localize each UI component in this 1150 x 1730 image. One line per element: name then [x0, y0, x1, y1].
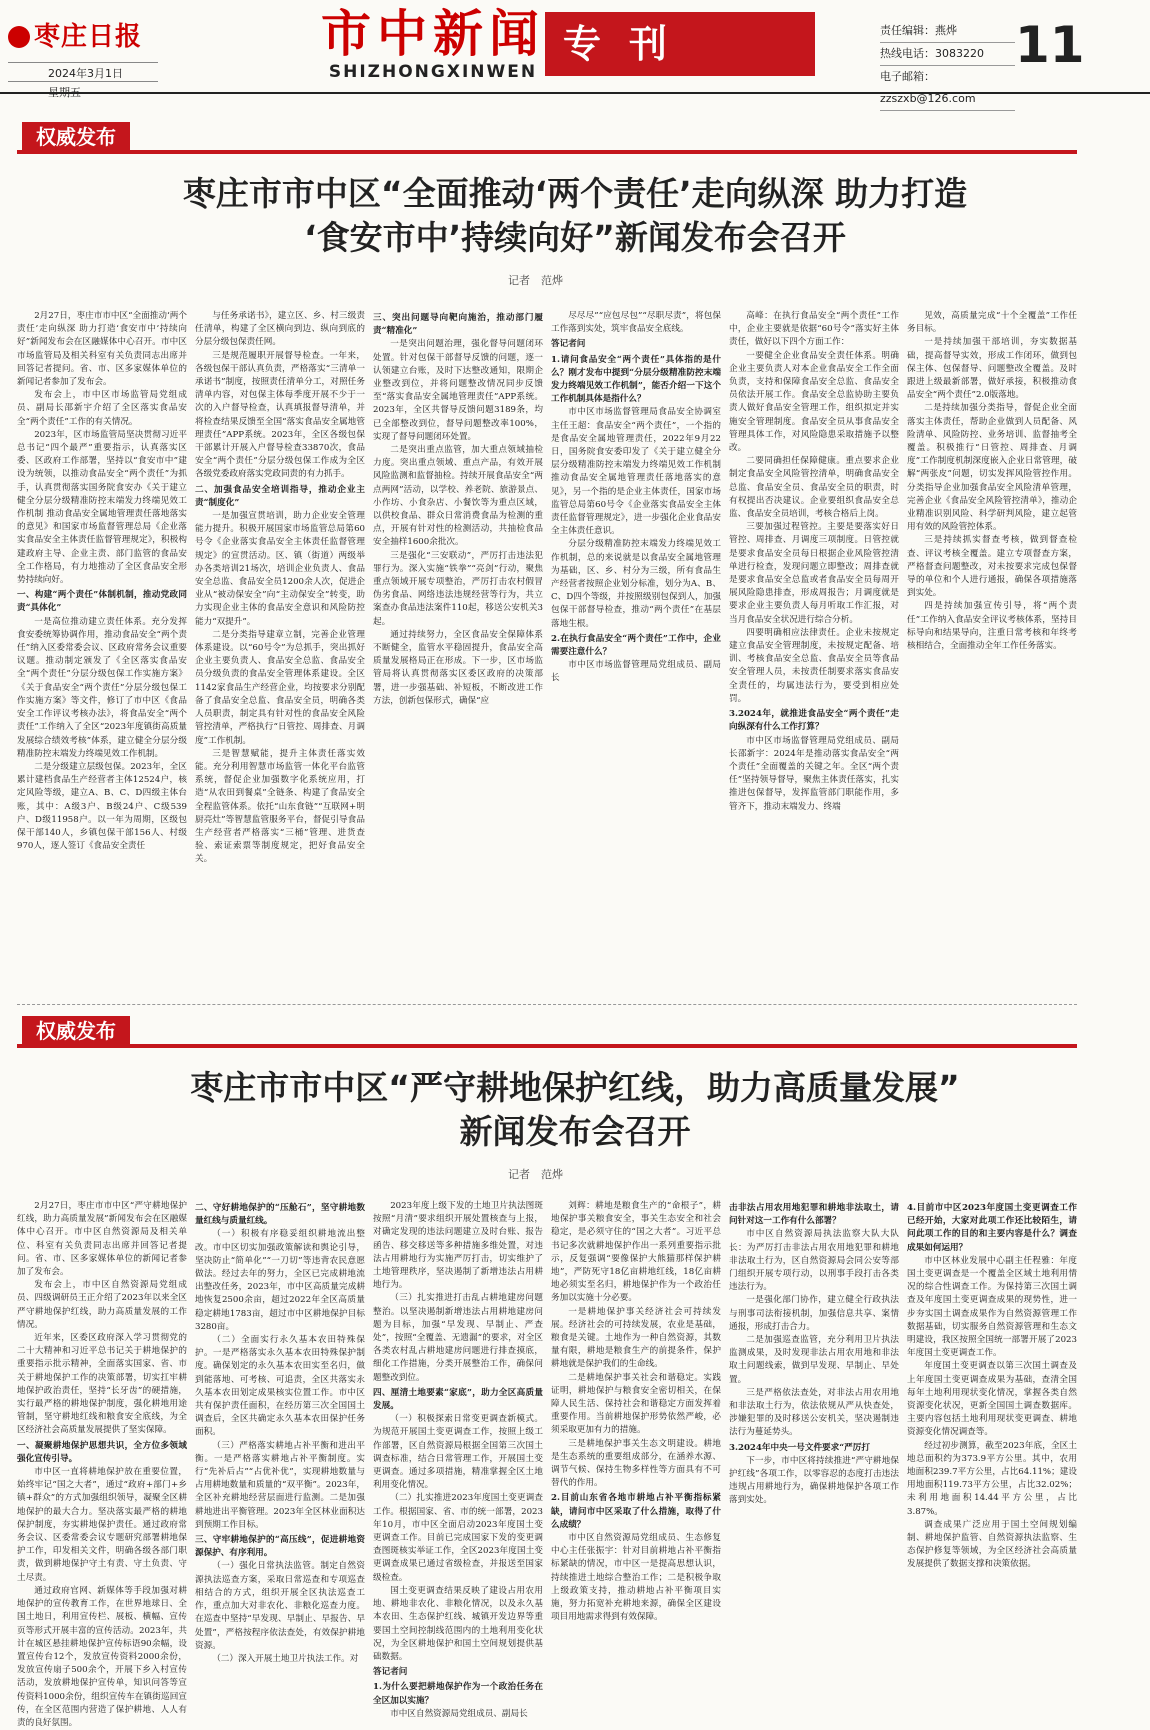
article2-paragraph: 2月27日，枣庄市市中区“严守耕地保护红线，助力高质量发展”新闻发布会在区融媒体中心召开。市中区自然资源局及相关单位、科室有关负责同志出席并回答记者提问。省、市、区多家媒体单位的新闻记者参加了发布会。 [17, 1201, 187, 1278]
article2-tag: 权威发布 [22, 1016, 130, 1046]
article1-paragraph: 三是持续抓实督查考核，做到督查检查、评议考核全覆盖。建立专项督查方案，严格督查问题整改，对未按要求完成包保督导的单位和个人进行通报，确保各项措施落到实处。 [907, 535, 1077, 599]
article1-byline: 记者 范烨 [508, 274, 563, 287]
article2-paragraph: 2023年度上级下发的土地卫片执法图斑按照“月清”要求组织开展处置核查与上报，对确定发现的违法问题建立及时台账、报告函告、移交移送等多种措施多维处置，对违法占用耕地行为实施严厉打击，切实维护了土地管理秩序，坚决遏制了新增违法占用耕地行为。 [373, 1201, 543, 1291]
article2-paragraph: 近年来，区委区政府深入学习贯彻党的二十大精神和习近平总书记关于耕地保护的重要指示批示精神，全面落实国家、省、市关于耕地保护工作的决策部署，切实扛牢耕地保护政治责任，坚持“长牙齿”的硬措施，实行最严格的耕地保护制度，强化耕地用途管制，坚守耕地红线和粮食安全底线，为全区经济社会高质量发展提供了坚实保障。 [17, 1333, 187, 1436]
article2-paragraph: （三）严格落实耕地占补平衡和进出平衡。一是严格落实耕地占补平衡制度。实行“先补后占”“占优补优”，实现耕地数量与占用耕地数量和质量的“双平衡”。2023年，全区补充耕地经营层面进行监测。二是加强耕地进出平衡管理。2023年全区林业面积达到预期工作目标。 [195, 1440, 365, 1530]
article1-paragraph: 尽尽尽”“应包尽包”“尽职尽责”，将包保工作落到实处，筑牢食品安全底线。 [551, 311, 721, 335]
article2-paragraph: 刘辉：耕地是粮食生产的“命根子”，耕地保护事关粮食安全，事关生态安全和社会稳定，是必须守住的“国之大者”。习近平总书记多次就耕地保护作出一系列重要指示批示，反复强调“要像保护大熊猫那样保护耕地”，严防死守18亿亩耕地红线，18亿亩耕地必须实至名归，耕地保护作为一个政治任务加以实施十分必要。 [551, 1201, 721, 1304]
article1-subheading: 1.请问食品安全“两个责任”具体指的是什么？刚才发布中提到“分层分级精准防控末端发力终端见效工作机制”，能否介绍一下这个工作机制具体是指什么？ [551, 354, 721, 405]
editor-info [880, 20, 1015, 111]
article1-column [17, 310, 187, 992]
article2-title-line1: 枣庄市市中区“严守耕地保护红线，助力高质量发展” [190, 1068, 960, 1107]
article2-paragraph: 调查成果广泛应用于国土空间规划编制、耕地保护监管、自然资源执法监察、生态保护修复等领域，为全区经济社会高质量发展提供了数据支撑和决策依据。 [907, 1519, 1077, 1570]
article2-paragraph: 市中区自然资源局党组成员、生态修复中心主任张振宇：针对目前耕地占补平衡指标紧缺的情况，市中区一是提高思想认识，持续推进土地综合整治工作；二是积极争取上级政策支持，推动耕地占补平衡项目实施，努力拓宽补充耕地来源，确保全区建设项目用地需求得到有效保障。 [551, 1533, 721, 1623]
article2-paragraph: （二）扎实推进2023年度国土变更调查工作。根据国家、省、市的统一部署，2023年10月，市中区全面启动2023年度国土变更调查工作。目前已完成国家下发的变更调查图斑核实举证工作，全区2023年度国土变更调查成果已通过省级检查，并报送至国家级检查。 [373, 1493, 543, 1583]
article2-paragraph: 一是强化部门协作，建立健全行政执法与刑事司法衔接机制，加强信息共享、案情通报，形成打击合力。 [729, 1295, 899, 1332]
issue-weekday: 星期五 [8, 81, 158, 100]
article2-subheading: 2.目前山东省各地市耕地占补平衡指标紧缺，请问市中区采取了什么措施，取得了什么成绩？ [551, 1493, 721, 1530]
masthead [0, 0, 1150, 105]
article2-paragraph: 二是耕地保护事关社会和谐稳定。实践证明，耕地保护与粮食安全密切相关，在保障人民生活、保持社会和谐稳定方面发挥着重要作用。当前耕地保护形势依然严峻，必须采取更加有力的措施。 [551, 1372, 721, 1436]
article1-paragraph: 一是持续加强干部培训，夯实数据基础，提高督导实效，形成工作闭环，做到包保主体、包保督导、问题整改全覆盖。及时跟进上级最新部署，做好承接，积极推动食品安全“两个责任”2.0版落地。 [907, 337, 1077, 401]
article2-column [195, 1200, 365, 1670]
article2-paragraph: （一）强化日常执法监管。制定自然资源执法巡查方案，采取日常巡查和专项巡查相结合的方式，组织开展全区执法巡查工作，重点加大对非农化、非粮化巡查力度。在巡查中坚持“早发现、早制止、早报告、早处置”，严格按程序依法查处，有效保护耕地资源。 [195, 1561, 365, 1651]
article1-title-line1: 枣庄市市中区“全面推动‘两个责任’走向纵深 助力打造 [182, 174, 968, 213]
hotline: 热线电话：3083220 [880, 43, 1015, 66]
article2-paragraph: 市中区一直将耕地保护放在重要位置，始终牢记“国之大者”，通过“政府+部门+乡镇+群众”的方式加强组织领导，凝聚全区耕地保护的最大合力。坚决落实最严格的耕地保护制度，夯实耕地保护责任。通过政府常务会议、区委常委会议专题研究部署耕地保护工作，印发相关文件，明确各级各部门职责，做到耕地保护守土有责、守土负责、守土尽责。 [17, 1467, 187, 1583]
article2-title-line2: 新闻发布会召开 [459, 1112, 691, 1151]
article2-subheading: 三、守牢耕地保护的“高压线”，促进耕地资源保护、有序利用。 [195, 1535, 365, 1559]
article1-paragraph: 四要明确相应法律责任。企业未按规定建立食品安全管理制度，未按规定配备、培训、考核食品安全总监、食品安全员等食品安全管理人员，未按责任制要求落实食品安全责任的，均属违法行为，要受到相应处罚。 [729, 627, 899, 704]
paper-name: 枣庄日报 [34, 22, 143, 52]
article1-paragraph: 市中区市场监督管理局食品安全协调室主任王超：食品安全“两个责任”，一个指的是食品安全属地管理责任，2022年9月22日，国务院食安委印发了《关于建立健全分层分级精准防控末端发力终端见效工作机制 推动食品安全属地管理责任落地落实的意见》，另一个指的是企业主体责任，国家市场监管总局第60号令《企业落实食品安全主体责任监督管理规定》，进一步强化企业食品安全主体责任意识。 [551, 407, 721, 537]
article1-paragraph: 通过持续努力，全区食品安全保障体系不断健全，监管水平稳固提升，食品安全高质量发展格局正在形成。下一步，区市场监管局将认真贯彻落实区委区政府的决策部署，进一步强基础、补短板，不断改进工作方法，创新包保形式，确保“应 [373, 629, 543, 706]
article1-paragraph: 与任务承诺书》，建立区、乡、村三级责任清单，构建了全区横向到边、纵向到底的分层分级包保责任网。 [195, 311, 365, 348]
article1-tag: 权威发布 [22, 122, 130, 152]
article1-subheading: 2.在执行食品安全“两个责任”工作中，企业需要注意什么？ [551, 633, 721, 658]
article1-subheading: 三、突出问题导向靶向施治，推动部门履责“精准化” [373, 313, 543, 337]
article-divider [17, 1004, 1077, 1005]
article1-subheading: 一、构建“两个责任”体制机制，推动党政同责“具体化” [17, 590, 187, 614]
article2-paragraph: 市中区自然资源局执法监察大队大队长：为严厉打击非法占用农用地犯罪和耕地非法取土行为，区自然资源局会同公安等部门组织开展专项行动，以刑事手段打击各类违法行为。 [729, 1229, 899, 1293]
email: 电子邮箱：zzszxb@126.com [880, 66, 1015, 111]
article2-byline: 记者 范烨 [508, 1168, 563, 1181]
article2-paragraph: （三）扎实推进打击乱占耕地建房问题整治。以坚决遏制新增违法占用耕地建房问题为目标，加强“早发现、早制止、严查处”，按照“全覆盖、无遗漏”的要求，对全区各类农村乱占耕地建房问题进行排查摸底，细化工作措施，分类开展整治工作，确保问题整改到位。 [373, 1293, 543, 1383]
article2-subheading: 3.2024年中央一号文件要求“严厉打 [729, 1442, 870, 1453]
article1-title-line2: ‘食安市中’持续向好”新闻发布会召开 [304, 218, 846, 257]
article1-paragraph: 高峰：在执行食品安全“两个责任”工作中，企业主要就是依据“60号令”落实好主体责任，做好以下四个方面工作： [729, 311, 899, 348]
article1-paragraph: 见效，高质量完成“十个全覆盖”工作任务目标。 [907, 311, 1077, 335]
article2-headline [0, 1066, 1150, 1154]
article2-paragraph: 市中区自然资源局党组成员、副局长 [390, 1708, 528, 1719]
article1-column [551, 310, 721, 992]
article2-paragraph: （二）全面实行永久基本农田特殊保护。一是严格落实永久基本农田特殊保护制度。确保划定的永久基本农田实至名归，做到能落地、可考核、可追责，全区共落实永久基本农田划定成果核实位置工作。市中区共有保护责任面积，在经历第三次全国国土调查后，全区共确定永久基本农田保护任务面积。 [195, 1335, 365, 1438]
section-title-en: SHIZHONGXINWEN [328, 62, 538, 82]
article1-paragraph: 三是规范履职开展督导检查。一年来，各级包保干部认真负责，严格落实“三清单一承诺书”制度，按照责任清单分工，对照任务清单内容，对包保主体每季度开展不少于一次的入户督导检查，认真填报督导清单，并将检查结果反馈至全国“落实食品安全属地管理责任”APP系统。2023年，全区各级包保干部累计开展入户督导检查33870次，食品安全“两个责任”分层分级包保工作成为全区各级党委政府落实党政同责的有力抓手。 [195, 350, 365, 480]
dateline [8, 62, 158, 100]
editor-name: 责任编辑：燕烨 [880, 20, 1015, 43]
section-brand [318, 6, 548, 82]
article1-paragraph: 二是突出重点监管，加大重点领域抽检力度。突出重点领域、重点产品，有效开展风险监测和监督抽检。持续开展食品安全“两点两网”活动，以学校、养老院、旅游景点、小作坊、小食杂店、小餐饮等为重点区域，以供校食品、群众日常消费食品为检测的重点，开展有针对性的检测活动，共抽检食品安全抽样1600余批次。 [373, 445, 543, 548]
article2-column [17, 1200, 187, 1728]
article2-paragraph: （一）积极有序稳妥组织耕地流出整改。市中区切实加强政策解读和舆论引导，坚决防止“简单化”“一刀切”等违背农民意愿做法。经过去年的努力，全区已完成耕地流出整改任务，2023年，市中区高质量完成耕地恢复2500余亩，超过2022年全区高质量稳定耕地1783亩，超过市中区耕地保护目标3280亩。 [195, 1229, 365, 1332]
article1-paragraph: 2月27日，枣庄市市中区“全面推动‘两个责任’走向纵深 助力打造‘食安市中’持续向好”新闻发布会在区融媒体中心召开。市中区市场监管局及相关科室有关负责同志出席并回答记者提问。省、市、区多家媒体单位的新闻记者参加了发布会。 [17, 311, 187, 388]
page-number: 11 [1015, 16, 1085, 74]
article1-paragraph: 二是持续加强分类指导，督促企业全面落实主体责任，帮助企业做到人员配备、风险清单、风险防控、业务培训、监督抽考全覆盖。积极推行“日管控、周排查、月调度”工作制度机制深度嵌入企业日常管理，破解“两张皮”问题，切实发挥风险管控作用。分类指导企业加强食品安全风险清单管理，完善企业《食品安全风险管控清单》，推动企业精准识别风险、科学研判风险，建立起管用有效的风险管控体系。 [907, 403, 1077, 533]
article1-paragraph: 发布会上，市中区市场监管局党组成员、副局长邵新宇介绍了全区落实食品安全“两个责任”工作的有关情况。 [17, 390, 187, 427]
article2-subheading: 四、厘清土地要素“家底”，助力全区高质量发展。 [373, 1387, 543, 1412]
article1-paragraph: 2023年，区市场监管局坚决贯彻习近平总书记“四个最严”重要指示，认真落实区委、区政府工作部署，坚持以“食安市中”建设为统领，以推动食品安全“两个责任”为抓手，认真贯彻落实国务院食安办《关于建立健全分层分级精准防控末端发力终端见效工作机制 推动食品安全属地管理责任落地落实的意见》和国家市场监督管理总局《企业落实食品安全主体责任监督管理规定》，积极构建政府主导、企业主责、部门监管的食品安全工作格局，有力地推动了全区食品安全形势持续向好。 [17, 429, 187, 586]
article1-paragraph: 市中区市场监督管理局党组成员、副局长邵新宇：2024年是推动落实食品安全“两个责任”全面覆盖的关键之年。全区“两个责任”坚持领导督导，聚焦主体责任落实，扎实推进包保督导，发挥监管部门职能作用，多管齐下，推动末端发力、终端 [729, 735, 899, 812]
article1-paragraph: 三要加强过程管控。主要是要落实好日管控、周排查、月调度三项制度。日管控就是要求食品安全员每日根据企业风险管控清单进行检查，发现问题立即整改；周排查就是要求食品安全总监或者食品安全员每周开展风险隐患排查，形成周报告；月调度就是要求企业主要负责人每月听取工作汇报，对当月食品安全状况进行综合分析。 [729, 522, 899, 625]
article1-paragraph: 市中区市场监督管理局党组成员、副局长 [551, 660, 721, 684]
article2-paragraph: 通过政府官网、新媒体等手段加强对耕地保护的宣传教育工作，在世界地球日、全国土地日，利用宣传栏、展板、横幅、宣传页等形式开展丰富的宣传活动。2023年，共计在城区悬挂耕地保护宣传标语90余幅，设置宣传台12个，发放宣传资料2000余份，发放宣传扇子500余个，开展下乡入村宣传活动，发放耕地保护宣传单，知识问答等宣传资料1000余份，组织宣传车在镇街巡回宣传，在全区范围内营造了保护耕地、人人有责的良好氛围。 [17, 1585, 187, 1728]
paper-logo [8, 16, 142, 53]
article1-paragraph: 二是分级建立层级包保。2023年，全区累计建档食品生产经营者主体12524户，核定风险等级，建立A、B、C、D四级主体台账，其中：A级3户、B级24户、C级539户、D级11958户。以一年为周期，区级包保干部140人，乡镇包保干部156人、村级970人，逐人签订《食品安全责任 [17, 761, 187, 852]
article2-paragraph: 二是加强巡查监管，充分利用卫片执法监测成果，及时发现非法占用农用地和非法取土问题线索，做到早发现、早制止、早处置。 [729, 1335, 899, 1385]
article2-subheading: 一、凝聚耕地保护思想共识，全方位多领域强化宣传引导。 [17, 1440, 187, 1464]
article2-paragraph: 市中区林业发展中心副主任程雅：年度国土变更调查是一个覆盖全区域土地利用情况的综合性调查工作。为保持第三次国土调查及年度国土变更调查成果的现势性，进一步夯实国土调查成果作为自然资源管理工作数据基础，切实服务自然资源管理和生态文明建设，我区按照全国统一部署开展了2023年度国土变更调查工作。 [907, 1255, 1077, 1359]
article2-rule [17, 1044, 1077, 1048]
paper-logo-icon [8, 26, 30, 48]
section-title-cn: 市中新闻 [321, 4, 545, 63]
article1-paragraph: 一是高位推动建立责任体系。充分发挥食安委统筹协调作用，推动食品安全“两个责任”纳入区委常委会议、区政府常务会议重要议题。推动制定颁发了《全区落实食品安全“两个责任”分层分级包保工作实施方案》《关于食品安全“两个责任”分层分级包保工作实施方案》等文件，修订了市中区《食品安全工作评议考核办法》，将食品安全“两个责任”工作纳入了全区“2023年度镇街高质量发展综合绩效考核”体系，建立健全分层分级精准防控末端发力终端见效工作机制。 [17, 616, 187, 759]
article2-paragraph: 一是耕地保护事关经济社会可持续发展。经济社会的可持续发展，农业是基础，粮食是关键。土地作为一种自然资源，其数量有限，耕地是粮食生产的前提条件，保护耕地就是保护我们的生命线。 [551, 1306, 721, 1370]
article2-paragraph: 发布会上，市中区自然资源局党组成员、四级调研员王正介绍了2023年以来全区严守耕地保护红线，助力高质量发展的工作情况。 [17, 1280, 187, 1330]
page-type-banner [545, 12, 815, 76]
article2-subheading: 1.为什么要把耕地保护作为一个政治任务在全区加以实施？ [373, 1682, 543, 1706]
article2-paragraph: 三是严格依法查处，对非法占用农用地和非法取土行为，依法依规从严从快查处，涉嫌犯罪的及时移送公安机关，坚决遏制违法行为蔓延势头。 [729, 1387, 899, 1438]
article1-paragraph: 一要健全企业食品安全责任体系。明确企业主要负责人对本企业食品安全工作全面负责，支持和保障食品安全总监、食品安全员依法开展工作。食品安全总监协助主要负责人做好食品安全管理工作，组织拟定并实施安全管理制度。食品安全员从事食品安全管理具体工作，对风险隐患采取措施予以整改。 [729, 350, 899, 454]
article2-paragraph: （一）积极探索日常变更调查新模式。为规范开展国土变更调查工作，按照上级工作部署，区自然资源局根据全国第三次国土调查标准，结合日常管理工作，开展国土变更调查。通过多项措施，精准掌握全区土地利用变化情况。 [373, 1414, 543, 1491]
article1-paragraph: 二是分类指导建章立制，完善企业管理体系建设。以“60号令”为总抓手，突出抓好企业主要负责人、食品安全总监、食品安全员分级负责的食品安全管理体系建设。全区1142家食品生产经营企业，均按要求分别配备了食品安全总监、食品安全员，明确各类人员职责，制定具有针对性的食品安全风险管控清单，严格执行“日管控、周排查、月调度”工作机制。 [195, 629, 365, 746]
article2-body [17, 1200, 1077, 1728]
article2-subheading: 击非法占用农用地犯罪和耕地非法取土，请问针对这一工作有什么部署？ [729, 1203, 899, 1227]
article1-body [17, 310, 1077, 992]
article1-column [195, 310, 365, 992]
article1-paragraph: 分层分级精准防控末端发力终端见效工作机制，总的来说就是以食品安全属地管理为基础，区、乡、村分为三级，所有食品生产经营者按照企业划分标准，划分为A、B、C、D四个等级，并按照级别包保到人，加强包保干部督导检查，推动“两个责任”在基层落地生根。 [551, 539, 721, 629]
article2-subheading: 4.目前市中区2023年度国土变更调查工作已经开始，大家对此项工作还比较陌生，请问此项工作的目的和主要内容是什么？调查成果如何运用？ [907, 1203, 1077, 1253]
article2-paragraph: 下一步，市中区将持续推进“严守耕地保护红线”各项工作，以零容忍的态度打击违法违规占用耕地行为，确保耕地保护各项工作落到实处。 [729, 1455, 899, 1506]
article1-paragraph: 二要同确担任保障健康。重点要求企业制定食品安全风险管控清单，明确食品安全总监、食品安全员、食品安全员的职责，时有权提出否决建议。企业要组织食品安全总监、食品安全员培训，考核合格后上岗。 [729, 456, 899, 520]
article2-subheading: 二、守好耕地保护的“压舱石”，坚守耕地数量红线与质量红线。 [195, 1203, 365, 1227]
issue-date: 2024年3月1日 [8, 62, 158, 81]
article1-subheading: 二、加强食品安全培训指导，推动企业主责“制度化” [195, 484, 365, 508]
article1-rule [17, 150, 1077, 154]
article2-column [373, 1200, 543, 1719]
article1-column [907, 310, 1077, 992]
article2-paragraph: 年度国土变更调查以第三次国土调查及上年度国土变更调查成果为基础，查清全国每年土地利用现状变化情况，掌握各类自然资源变化状况，更新全国国土调查数据库。主要内容包括土地利用现状变更调查、耕地资源变化情况调查等。 [907, 1361, 1077, 1438]
article1-column [729, 310, 899, 992]
article2-paragraph: 三是耕地保护事关生态文明建设。耕地是生态系统的重要组成部分，在涵养水源、调节气候、保持生物多样性等方面具有不可替代的作用。 [551, 1438, 721, 1489]
page-type-label: 专刊 [563, 22, 696, 66]
article1-paragraph: 一是加强宣贯培训，助力企业安全管理能力提升。积极开展国家市场监管总局第60号令《企业落实食品安全主体责任监督管理规定》的宣贯活动。区、镇（街道）两级举办各类培训21场次，培训企业负责人、食品安全总监、食品安全员1200余人次，促进企业从“被动保安全”向“主动保安全”转变，助力实现企业主体的食品安全意识和风险防控能力“双提升”。 [195, 511, 365, 627]
article2-paragraph: 经过初步测算，截至2023年底，全区土地总面积约为373.9平方公里。其中，农用地面积239.7平方公里，占比64.11%；建设用地面积119.73平方公里，占比32.02%；未利用地面积14.44平方公里，占比3.87%。 [907, 1440, 1077, 1517]
article1-paragraph: 一是突出问题治理，强化督导问题闭环处置。针对包保干部督导反馈的问题，逐一认领建立台账，及时下达整改通知，限期企业整改到位，并将问题整改情况同步反馈至“落实食品安全属地管理责任”APP系统。2023年，全区共督导反馈问题3189条，均已全部整改到位，督导问题整改率100%，实现了督导问题闭环处置。 [373, 339, 543, 442]
article2-column [907, 1200, 1077, 1670]
article2-column [551, 1200, 721, 1670]
article1-headline [0, 172, 1150, 260]
article2-column [729, 1200, 899, 1670]
article2-subheading: 答记者问 [373, 1667, 408, 1678]
article1-paragraph: 四是持续加强宣传引导，将“两个责任”工作纳入食品安全评议考核体系，坚持目标导向和结果导向，注重日常考核和年终考核相结合，全面推动全年工作任务落实。 [907, 601, 1077, 652]
article1-column [373, 310, 543, 992]
article1-subheading: 3.2024年，就推进食品安全“两个责任”走向纵深有什么工作打算？ [729, 709, 899, 733]
article1-paragraph: 三是强化“三安联动”，严厉打击违法犯罪行为。深入实施“铁拳”“亮剑”行动，聚焦重点领域开展专项整治，严厉打击农村假冒伪劣食品、网络违法违规经营等行为，共立案查办食品违法案件110起，移送公安机关3起。 [373, 550, 543, 627]
article2-paragraph: （二）深入开展土地卫片执法工作。对 [212, 1653, 359, 1664]
article1-paragraph: 三是智慧赋能，提升主体责任落实效能。充分利用智慧市场监管一体化平台监管系统，督促企业加强数字化系统应用，打造“从农田到餐桌”全链条、构建了食品安全全程监管体系。依托“山东食链”“互联网+明厨亮灶”等智慧监管服务平台，督促引导食品生产经营者严格落实“三桶”管理、进货查验、索证索票等制度规定，把好食品安全关。 [195, 748, 365, 865]
article2-paragraph: 国土变更调查结果反映了建设占用农用地、耕地非农化、非粮化情况，以及永久基本农田、生态保护红线、城镇开发边界等重要国土空间控制线范围内的土地利用变化状况，为全区耕地保护和国土空间规划提供基础数据。 [373, 1585, 543, 1662]
article1-subheading: 答记者问 [551, 339, 586, 350]
